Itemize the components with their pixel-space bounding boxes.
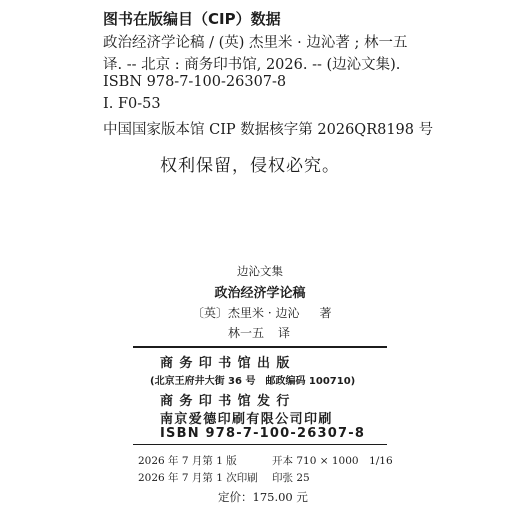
top-divider [133,346,387,348]
translator-role: 译 [278,326,291,340]
publisher-address: (北京王府井大街 36 号 邮政编码 100710) [150,376,356,387]
printing-info: 2026 年 7 月第 1 次印刷 [138,472,258,484]
author-role: 著 [319,306,332,320]
edition-info: 2026 年 7 月第 1 版 [138,455,237,467]
cip-record-line: 译. -- 北京 : 商务印书馆, 2026. -- (边沁文集). [103,57,401,73]
author-name: 〔英〕杰里米 · 边沁 [192,306,300,320]
format-info: 开本 710 × 1000 1/16 [272,455,393,467]
isbn: ISBN 978-7-100-26307-8 [160,426,366,441]
sheets-info: 印张 25 [272,472,310,484]
series-name: 边沁文集 [237,264,283,278]
cip-record-line: 政治经济学论稿 / (英) 杰里米 · 边沁著 ; 林一五 [103,35,408,51]
rights-notice: 权利保留，侵权必究。 [160,156,340,176]
translator-name: 林一五 [228,326,265,340]
translator-credit [228,324,290,341]
cip-heading: 图书在版编目（CIP）数据 [103,10,281,28]
cip-verification-number: 中国国家版本馆 CIP 数据核字第 2026QR8198 号 [103,122,434,138]
distributor: 商务印书馆发行 [160,394,296,409]
cip-classification: I. F0-53 [103,96,161,112]
author-credit [192,304,331,321]
cip-isbn: ISBN 978-7-100-26307-8 [103,74,287,90]
middle-divider [133,444,387,445]
publisher-name: 商务印书馆出版 [160,356,296,371]
printer: 南京爱德印刷有限公司印刷 [160,412,333,427]
book-title: 政治经济学论稿 [214,286,306,301]
price: 定价：175.00 元 [218,490,308,504]
